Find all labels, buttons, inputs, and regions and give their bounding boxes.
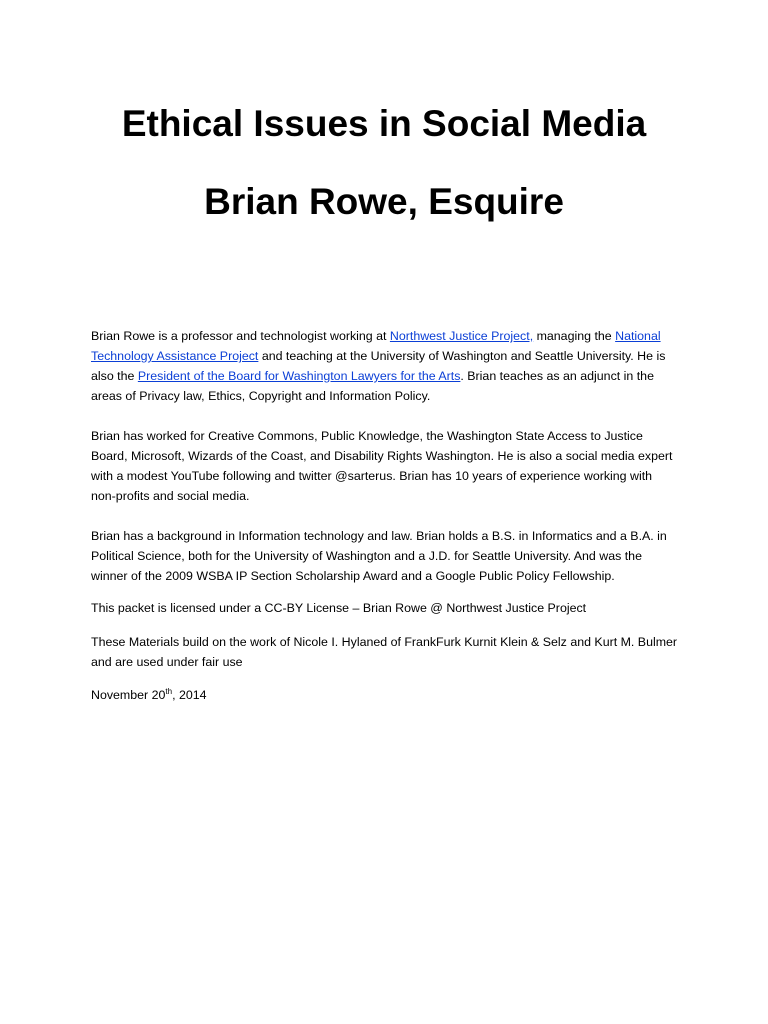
northwest-justice-project-link[interactable]: Northwest Justice Project, — [389, 329, 534, 343]
background-paragraph — [91, 526, 679, 586]
washington-lawyers-for-the-arts-link[interactable]: President of the Board for Washington Lawyers for the Arts — [137, 369, 461, 383]
bio-text-d: . Brian teaches as an adjunct in the areas of Privacy law, Ethics, Copyright and Information Policy. — [91, 369, 654, 403]
document-title: Ethical Issues in Social Media — [121, 103, 647, 144]
bio-paragraph — [91, 326, 679, 406]
experience-text: Brian has worked for Creative Commons, Public Knowledge, the Washington State Access to Justice Board, Microsoft, Wizards of the Coast, and Disability Rights Washington. He is also a social media expert with a modest YouTube following and twitter @sarterus. Brian has 10 years of experience working with non-profits and social media. — [91, 429, 673, 503]
materials-text: These Materials build on the work of Nicole I. Hylaned of FrankFurk Kurnit Klein & Selz and Kurt M. Bulmer and are used under fair use — [91, 635, 678, 669]
date-month-day: November 20 — [91, 688, 166, 702]
bio-text-a: Brian Rowe is a professor and technologist working at — [91, 329, 390, 343]
license-text: This packet is licensed under a CC-BY License – Brian Rowe @ Northwest Justice Project — [91, 601, 587, 615]
background-text: Brian has a background in Information technology and law. Brian holds a B.S. in Informatics and a B.A. in Political Science, both for the University of Washington and a J.D. for Seattle University. And was the winner of the 2009 WSBA IP Section Scholarship Award and a Google Public Policy Fellowship. — [91, 529, 667, 583]
bio-text-b: managing the — [533, 329, 616, 343]
bio-text-c: and teaching at the University of Washington and Seattle University. He is also the — [91, 349, 666, 383]
author-heading: Brian Rowe, Esquire — [204, 181, 564, 222]
date-line — [91, 685, 679, 705]
license-paragraph — [91, 598, 679, 618]
date-year: , 2014 — [172, 688, 207, 702]
materials-paragraph — [91, 632, 679, 672]
experience-paragraph — [91, 426, 679, 506]
date-ordinal-suffix: th — [165, 686, 173, 696]
national-technology-assistance-project-link[interactable]: National Technology Assistance Project — [91, 329, 661, 363]
